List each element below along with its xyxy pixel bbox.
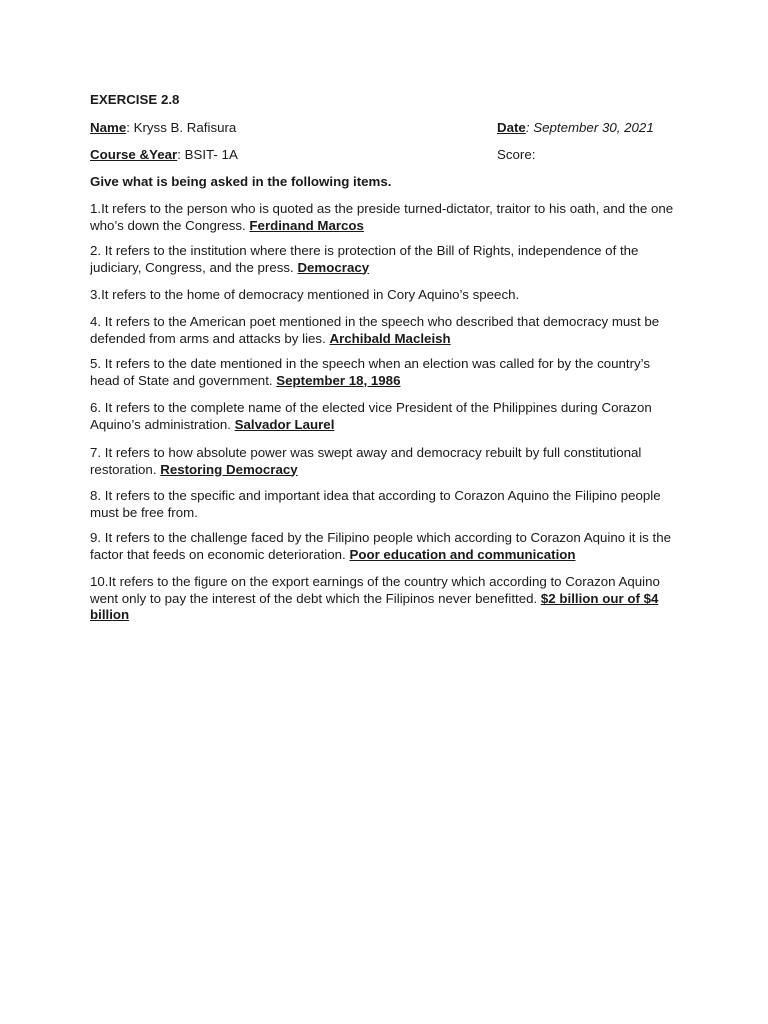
question-item-9 — [90, 530, 680, 563]
answer-text: $2 billion our of $4 billion — [90, 590, 659, 622]
question-item-1 — [90, 201, 680, 234]
date-row — [497, 120, 654, 137]
question-item-4 — [90, 314, 680, 347]
answer-text: Archibald Macleish — [329, 330, 451, 346]
question-text: 5. It refers to the date mentioned in the speech when an election was called for by the country’s head of State and government. — [90, 356, 651, 388]
question-item-2 — [90, 243, 680, 276]
name-value: : Kryss B. Rafisura — [126, 120, 237, 135]
question-text: 10.It refers to the figure on the export earnings of the country which according to Corazon Aquino went only to pay the interest of the debt which the Filipinos never benefitted. — [90, 574, 660, 606]
answer-text: Poor education and communication — [349, 546, 576, 562]
question-text: 7. It refers to how absolute power was swept away and democracy rebuilt by full constitutional restoration. — [90, 445, 642, 477]
score-label: Score: — [497, 147, 536, 162]
question-text: 8. It refers to the specific and important idea that according to Corazon Aquino the Filipino people must be free from. — [90, 488, 661, 520]
question-item-7 — [90, 445, 680, 478]
question-text: 3.It refers to the home of democracy mentioned in Cory Aquino’s speech. — [90, 287, 520, 302]
score-row — [497, 147, 535, 164]
question-text: 9. It refers to the challenge faced by the Filipino people which according to Corazon Aquino it is the factor that feeds on economic deterioration. — [90, 530, 671, 562]
question-item-8 — [90, 488, 680, 521]
answer-text: Democracy — [297, 259, 370, 275]
course-value: : BSIT- 1A — [177, 147, 238, 162]
question-text: 2. It refers to the institution where there is protection of the Bill of Rights, independence of the judiciary, Congress, and the press. — [90, 243, 639, 275]
course-label: Course &Year — [90, 147, 178, 162]
question-text: 6. It refers to the complete name of the elected vice President of the Philippines during Corazon Aquino’s administration. — [90, 400, 652, 432]
exercise-title: EXERCISE 2.8 — [90, 92, 180, 107]
question-item-6 — [90, 400, 680, 433]
date-value: : September 30, 2021 — [525, 120, 654, 135]
date-label: Date — [497, 120, 526, 135]
answer-text: Ferdinand Marcos — [249, 217, 364, 233]
name-row — [90, 120, 236, 137]
question-text: 1.It refers to the person who is quoted as the preside turned-dictator, traitor to his oath, and the one who’s down the Congress. — [90, 201, 674, 233]
question-item-3 — [90, 287, 680, 304]
answer-text: Restoring Democracy — [160, 461, 298, 477]
question-item-5 — [90, 356, 680, 389]
name-label: Name — [90, 120, 127, 135]
instructions: Give what is being asked in the following items. — [90, 174, 392, 189]
course-row — [90, 147, 238, 164]
question-item-10 — [90, 574, 680, 624]
question-text: 4. It refers to the American poet mentioned in the speech who described that democracy must be defended from arms and attacks by lies. — [90, 314, 660, 346]
answer-text: September 18, 1986 — [276, 372, 401, 388]
answer-text: Salvador Laurel — [234, 416, 335, 432]
